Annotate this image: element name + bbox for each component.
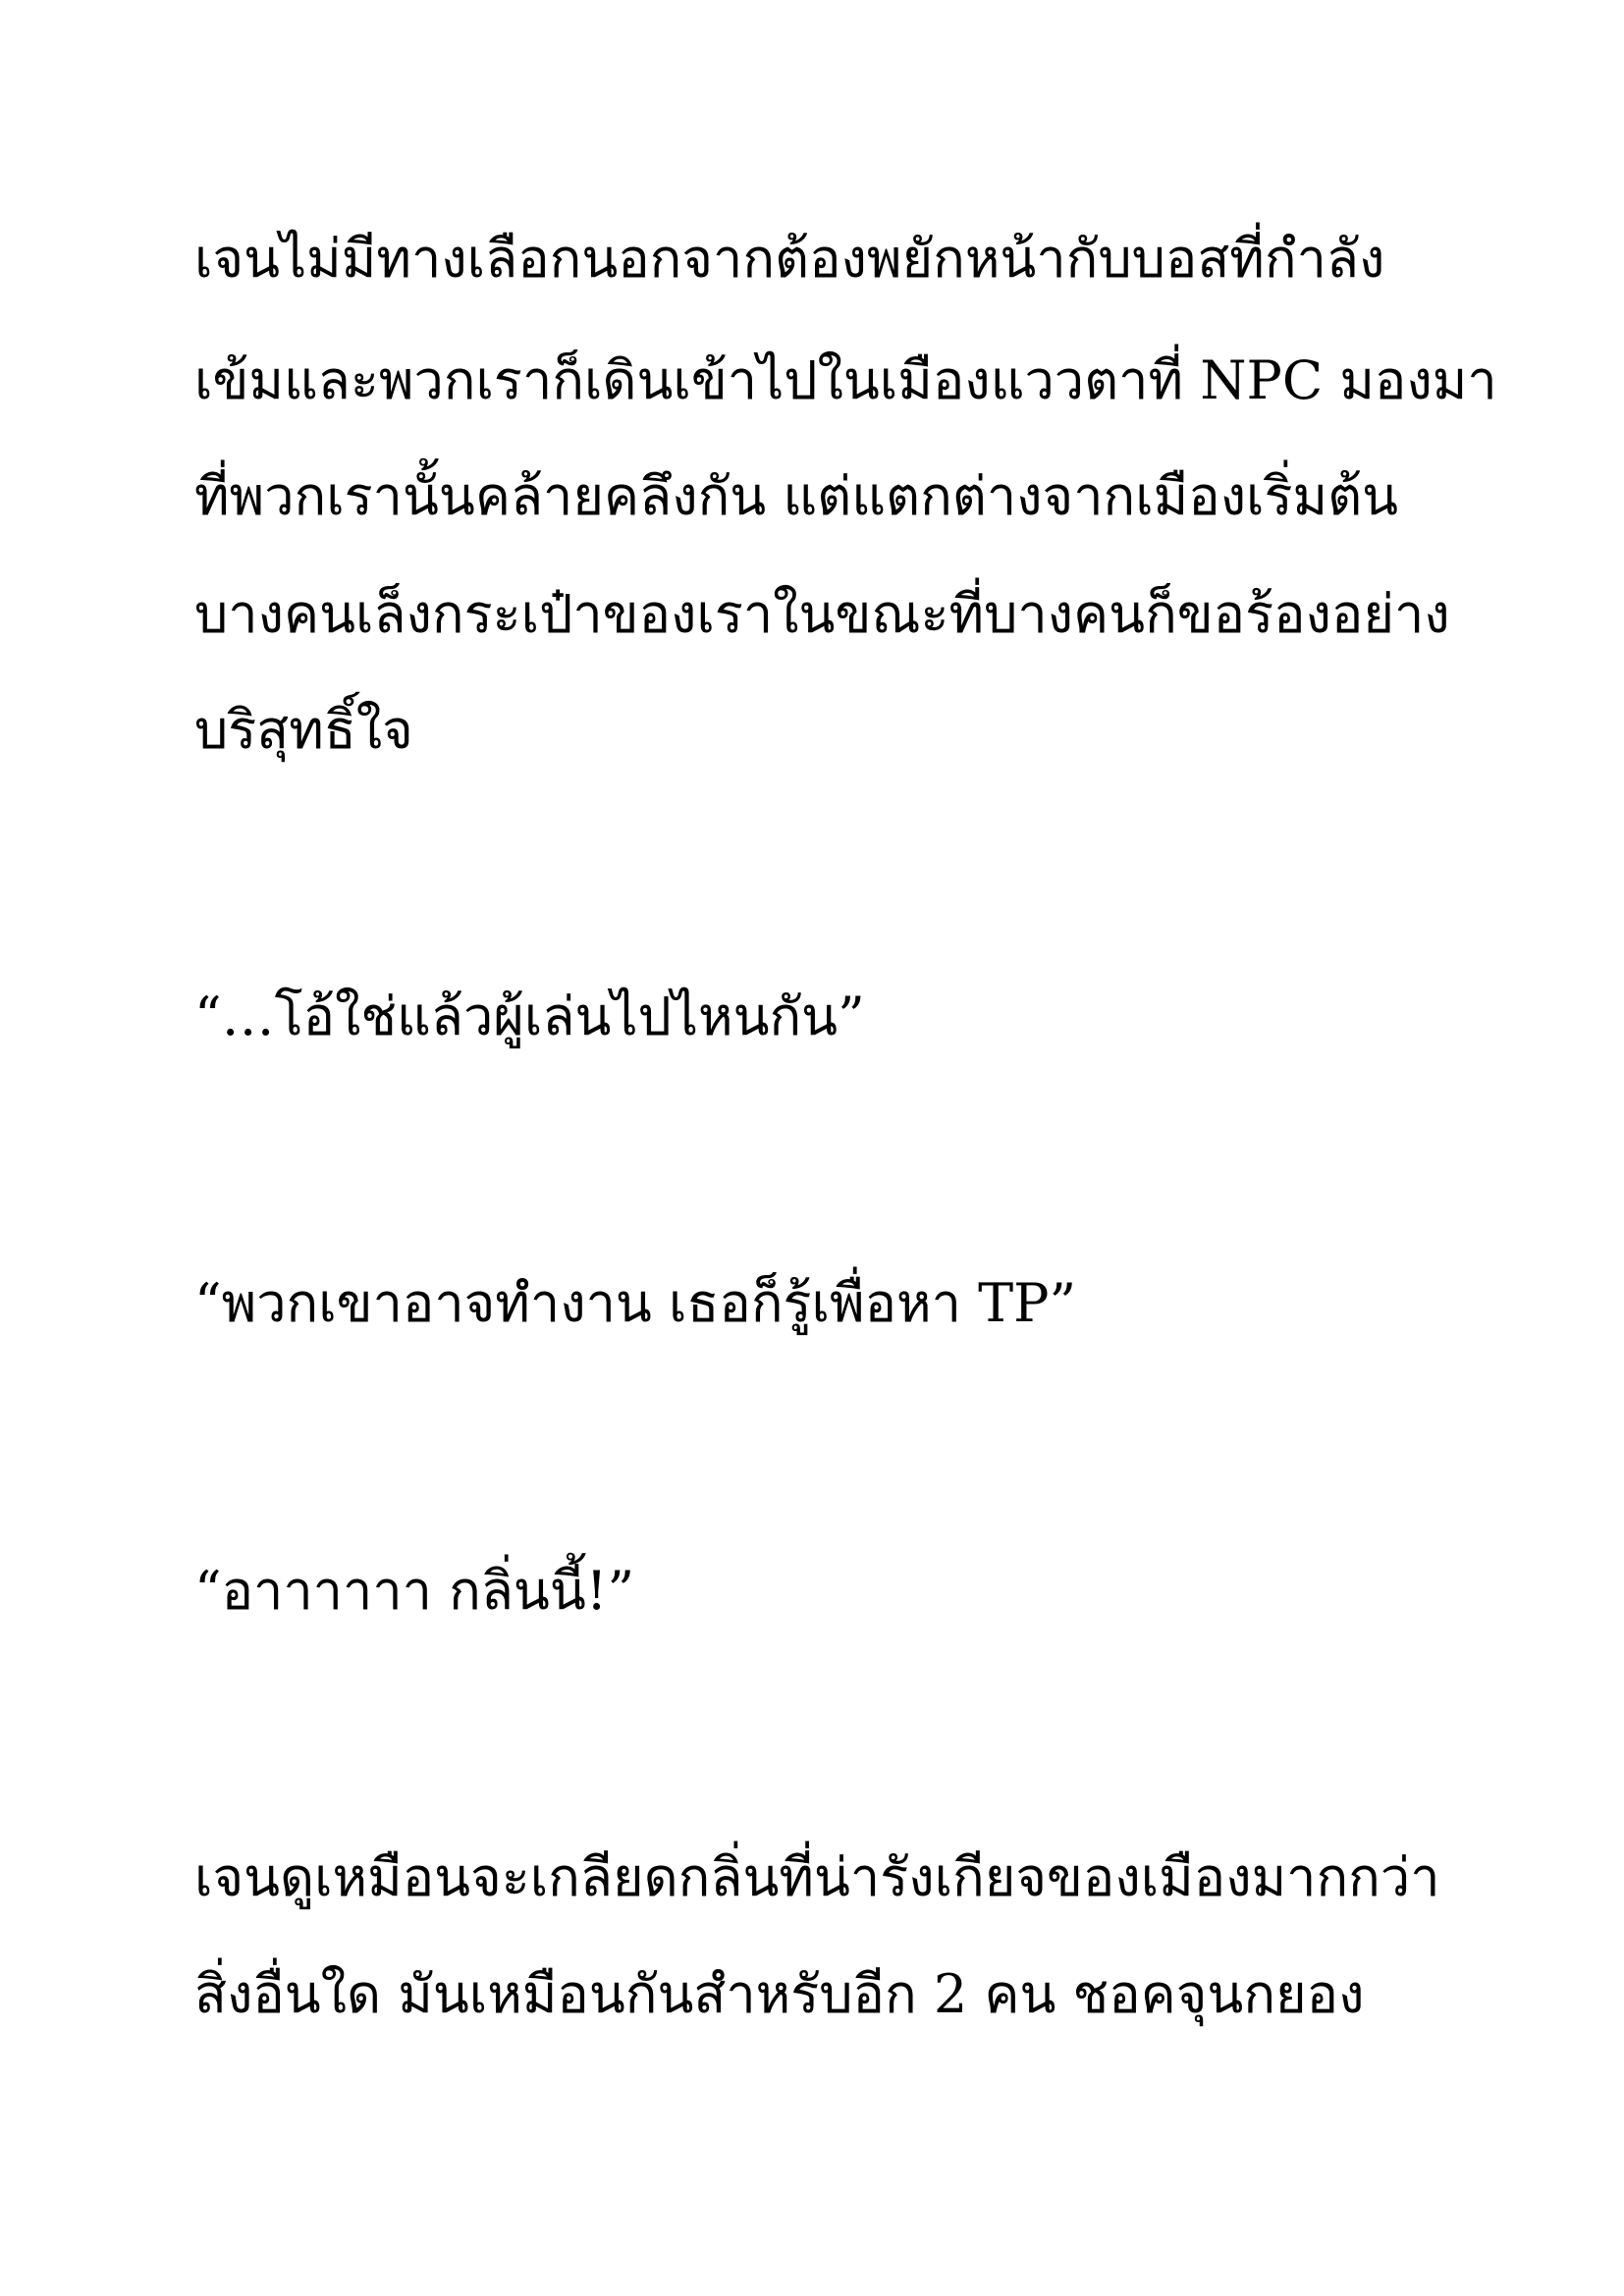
dialogue-line-2: “พวกเขาอาจทำงาน เธอก็รู้เพื่อหา TP” — [194, 1272, 1077, 1334]
dialogue-line-1: “…โอ้ใช่แล้วผู้เล่นไปไหนกัน” — [194, 986, 865, 1047]
paragraph-2-line-1: เจนดูเหมือนจะเกลียดกลิ่นที่น่ารังเกียจของเมืองมากกว่า — [194, 1846, 1440, 1908]
paragraph-1-line-4: บางคนเล็งกระเป๋าของเราในขณะที่บางคนก็ขอร้องอย่าง — [194, 583, 1450, 645]
dialogue-line-3: “อาาาาาา กลิ่นนี้!” — [194, 1560, 635, 1622]
paragraph-1-line-3: ที่พวกเรานั้นคล้ายคลึงกัน แต่แตกต่างจากเมืองเริ่มต้น — [194, 465, 1399, 527]
paragraph-2-line-2: สิ่งอื่นใด มันเหมือนกันสำหรับอีก 2 คน ชอคจุนกยอง — [194, 1963, 1365, 2025]
paragraph-1-line-2: เข้มและพวกเราก็เดินเข้าไปในเมืองแววตาที่ NPC มองมา — [194, 349, 1497, 411]
paragraph-1-line-1: เจนไม่มีทางเลือกนอกจากต้องพยักหน้ากับบอสที่กำลัง — [194, 228, 1385, 290]
paragraph-1-line-5: บริสุทธิ์ใจ — [194, 699, 413, 761]
